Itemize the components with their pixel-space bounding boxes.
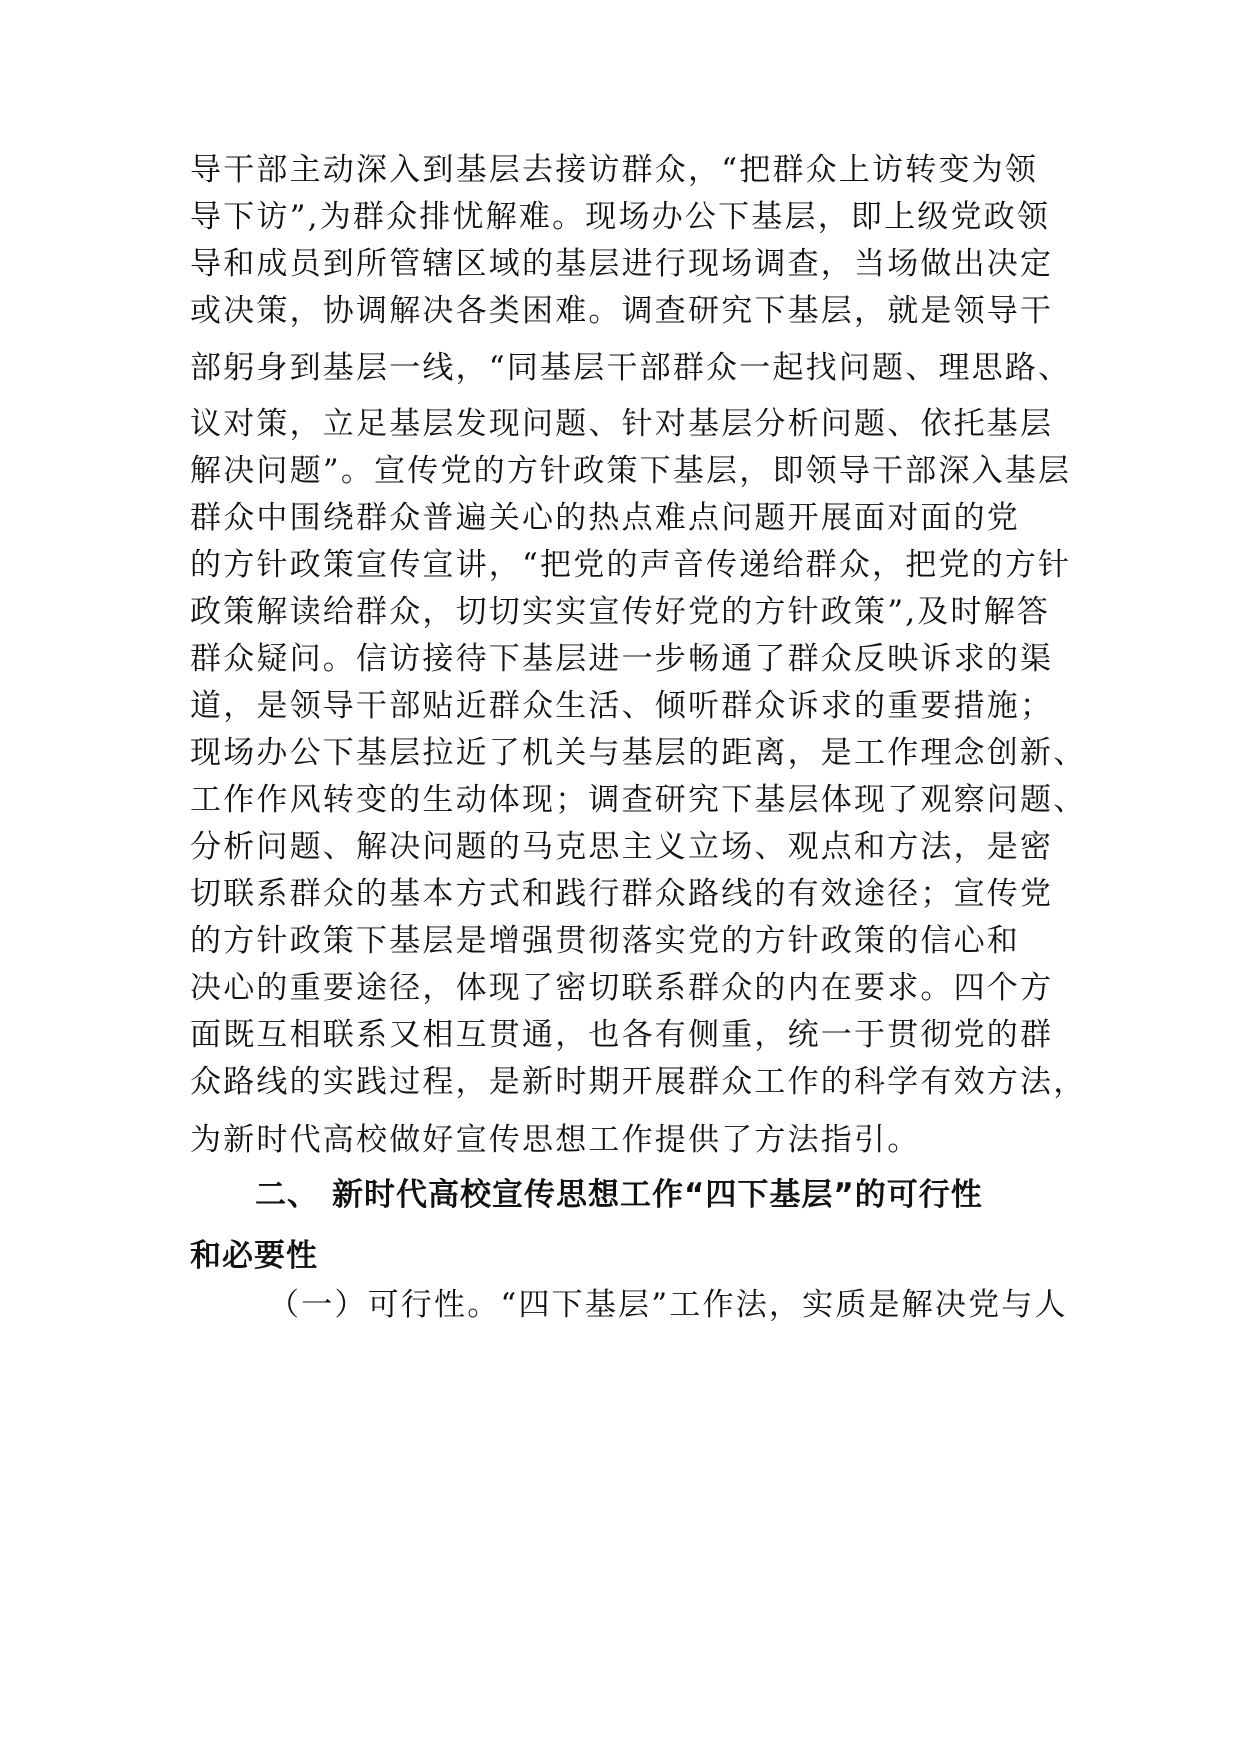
paragraph-line: 政策解读给群众，切切实实宣传好党的方针政策”,及时解答	[190, 594, 1051, 630]
paragraph-line: 群众中围绕群众普遍关心的热点难点问题开展面对面的党	[190, 500, 1020, 536]
paragraph-line: 众路线的实践过程，是新时期开展群众工作的科学有效方法，	[190, 1064, 1087, 1100]
section-number: 二、	[255, 1177, 319, 1213]
paragraph-line: 议对策，立足基层发现问题、针对基层分析问题、依托基层	[190, 406, 1054, 442]
paragraph-line: 或决策，协调解决各类困难。调查研究下基层，就是领导干	[190, 293, 1054, 329]
section-title: 新时代高校宣传思想工作“四下基层”的可行性	[332, 1177, 983, 1213]
paragraph-line: 为新时代高校做好宣传思想工作提供了方法指引。	[190, 1122, 921, 1158]
paragraph-line: 的方针政策下基层是增强贯彻落实党的方针政策的信心和	[190, 923, 1020, 959]
paragraph-line: 部躬身到基层一线，“同基层干部群众一起找问题、理思路、	[190, 350, 1072, 386]
paragraph-line: 道，是领导干部贴近群众生活、倾听群众诉求的重要措施；	[190, 688, 1054, 724]
paragraph-line: 导和成员到所管辖区域的基层进行现场调查，当场做出决定	[190, 246, 1054, 282]
subsection-line: （一）可行性。“四下基层”工作法，实质是解决党与人	[268, 1287, 1068, 1323]
paragraph-line: 现场办公下基层拉近了机关与基层的距离，是工作理念创新、	[190, 735, 1087, 771]
paragraph-line: 切联系群众的基本方式和践行群众路线的有效途径；宣传党	[190, 876, 1054, 912]
paragraph-line: 解决问题”。宣传党的方针政策下基层，即领导干部深入基层	[190, 453, 1072, 489]
paragraph-line: 决心的重要途径，体现了密切联系群众的内在要求。四个方	[190, 970, 1054, 1006]
section-title-continued: 和必要性	[190, 1238, 318, 1274]
paragraph-line: 群众疑问。信访接待下基层进一步畅通了群众反映诉求的渠	[190, 641, 1054, 677]
paragraph-line: 分析问题、解决问题的马克思主义立场、观点和方法，是密	[190, 829, 1054, 865]
paragraph-line: 面既互相联系又相互贯通，也各有侧重，统一于贯彻党的群	[190, 1017, 1054, 1053]
paragraph-line: 导干部主动深入到基层去接访群众，“把群众上访转变为领	[190, 152, 1039, 188]
paragraph-line: 工作作风转变的生动体现；调查研究下基层体现了观察问题、	[190, 782, 1087, 818]
paragraph-line: 导下访”,为群众排忧解难。现场办公下基层，即上级党政领	[190, 199, 1051, 235]
paragraph-line: 的方针政策宣传宣讲，“把党的声音传递给群众，把党的方针	[190, 547, 1072, 583]
